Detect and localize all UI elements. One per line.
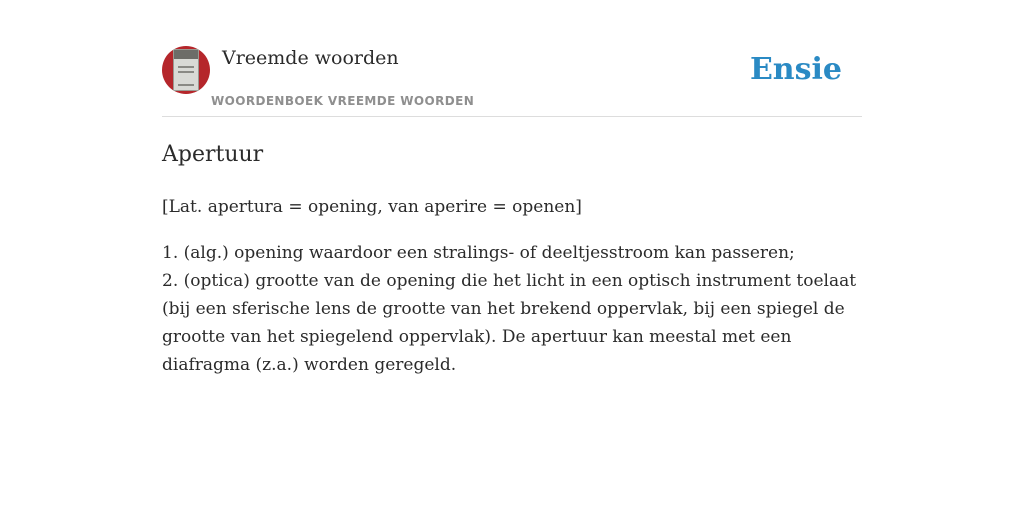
site-title[interactable]: Vreemde woorden — [222, 47, 399, 69]
ensie-logo-link[interactable]: Ensie — [749, 52, 842, 87]
entry-etymology: [Lat. apertura = opening, van aperire = openen] — [162, 197, 582, 217]
definition-line: grootte van het spiegelend oppervlak). De apertuur kan meestal met een — [162, 327, 792, 347]
definition-line: (bij een sferische lens de grootte van het brekend oppervlak, bij een spiegel de — [162, 299, 845, 319]
definition-line: 1. (alg.) opening waardoor een stralings- of deeltjesstroom kan passeren; — [162, 243, 795, 263]
definition-line: diafragma (z.a.) worden geregeld. — [162, 355, 457, 375]
page-container — [162, 0, 862, 375]
book-cover-icon — [173, 49, 199, 91]
site-subtitle: WOORDENBOEK VREEMDE WOORDEN — [211, 94, 475, 108]
entry-definition — [162, 239, 862, 379]
book-cover-avatar[interactable] — [162, 46, 210, 94]
entry-term: Apertuur — [162, 142, 264, 167]
page-header — [162, 0, 862, 117]
definition-line: 2. (optica) grootte van de opening die het licht in een optisch instrument toelaat — [162, 271, 857, 291]
